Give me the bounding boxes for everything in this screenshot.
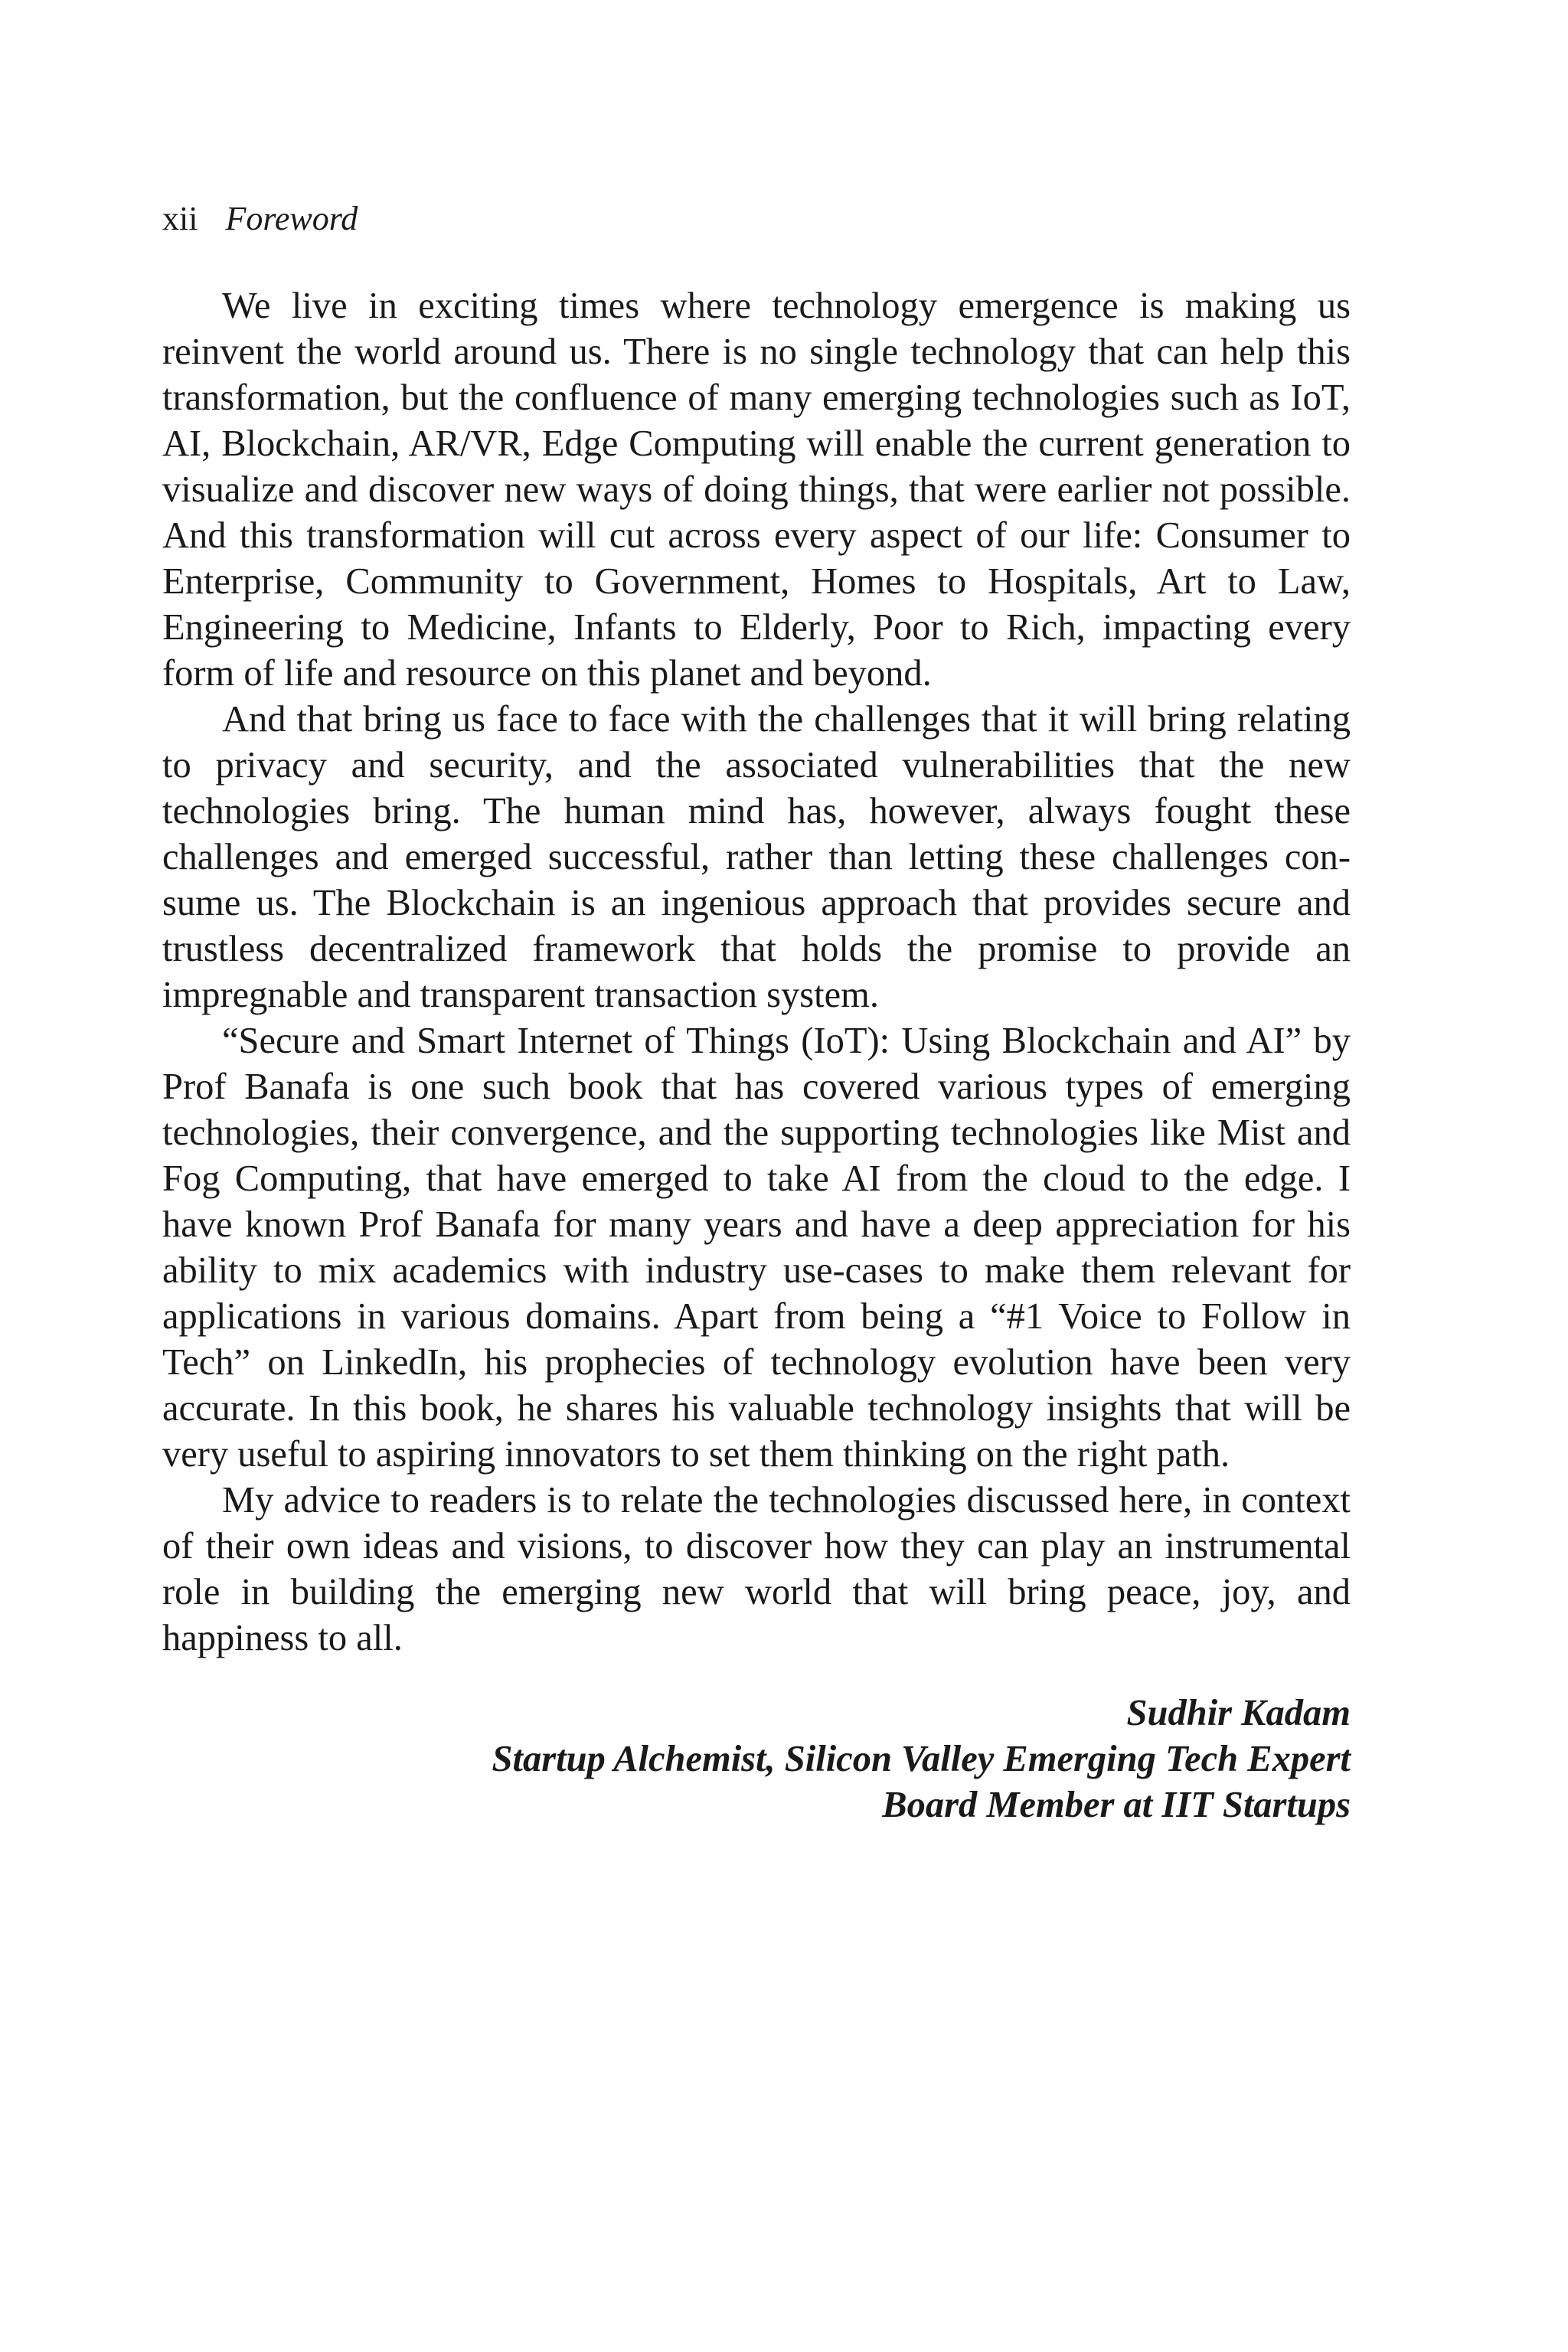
author-title-line-2: Board Member at IIT Startups	[882, 1785, 1351, 1825]
section-title: Foreword	[225, 200, 358, 237]
paragraph-1: We live in exciting times where technology emergence is making us reinvent the world around us. There is no single technology that can help this transformation, but the confluence of many emerging technologies such as IoT, AI, Blockchain, AR/VR, Edge Computing will enable the current generation to visualize and discover new ways of doing things, that were earlier not possible. And this transformation will cut across every aspect of our life: Consumer to Enterprise, Community to Government, Homes to Hospitals, Art to Law, Engineering to Medicine, Infants to Elderly, Poor to Rich, impacting every form of life and resource on this planet and beyond.	[162, 286, 1351, 694]
foreword-body	[162, 283, 1351, 1661]
author-title-line-1: Startup Alchemist, Silicon Valley Emerging Tech Expert	[492, 1739, 1351, 1779]
page-number: xii	[162, 200, 198, 237]
paragraph-3: “Secure and Smart Internet of Things (IoT): Using Blockchain and AI” by Prof Banafa is one such book that has covered various types of emerging technologies, their convergence, and the supporting technologies like Mist and Fog Computing, that have emerged to take AI from the cloud to the edge. I have known Prof Banafa for many years and have a deep appreciation for his ability to mix academics with industry use-cases to make them relevant for applications in various domains. Apart from being a “#1 Voice to Follow in Tech” on LinkedIn, his prophecies of technology evolution have been very accurate. In this book, he shares his valuable technology insights that will be very useful to aspiring innovators to set them thinking on the right path.	[162, 1021, 1351, 1475]
author-name: Sudhir Kadam	[1126, 1693, 1351, 1733]
paragraph-2: And that bring us face to face with the challenges that it will bring relating to privacy and security, and the associated vulnerabilities that the new technologies bring. The human mind has, however, always fought these challenges and emerged successful, rather than letting these challenges consume us. The Blockchain is an ingenious approach that provides secure and trustless decentralized framework that holds the promise to provide an impregnable and transparent transaction system.	[162, 699, 1351, 1015]
signature-block	[492, 1690, 1351, 1828]
paragraph-4: My advice to readers is to relate the technologies discussed here, in context of their own ideas and visions, to discover how they can play an instrumental role in building the emerging new world that will bring peace, joy, and happiness to all.	[162, 1480, 1351, 1658]
running-header	[162, 196, 358, 242]
